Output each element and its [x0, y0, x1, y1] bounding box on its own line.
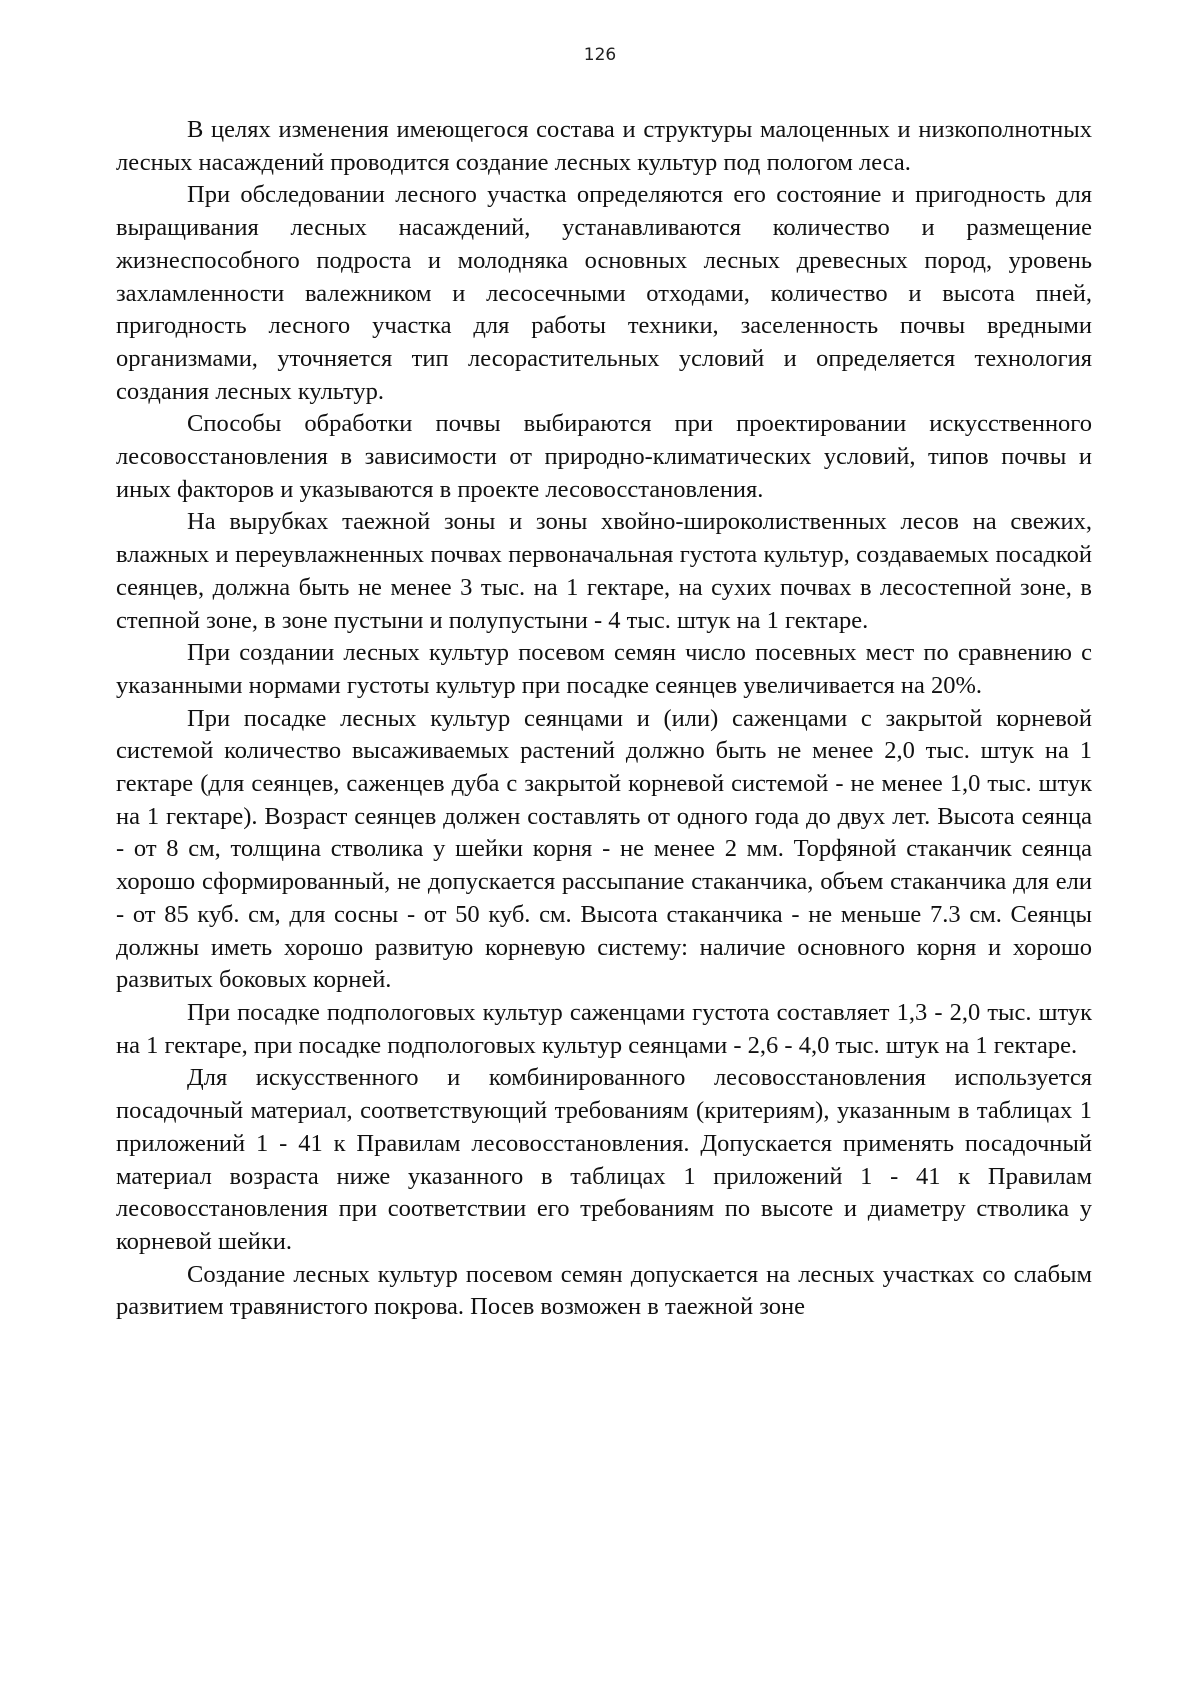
paragraph: Способы обработки почвы выбираются при проектировании искусственного лесовосстановления в зависимости от природно-климатических условий, типов почвы и иных факторов и указываются в проекте лесовосстановления. [116, 410, 1092, 503]
document-body [116, 114, 1092, 1324]
paragraph: При обследовании лесного участка определяются его состояние и пригодность для выращивания лесных насаждений, устанавливаются количество и размещение жизнеспособного подроста и молодняка основных лесных древесных пород, уровень захламленности валежником и лесосечными отходами, количество и высота пней, пригодность лесного участка для работы техники, заселенность почвы вредными организмами, уточняется тип лесорастительных условий и определяется технология создания лесных культур. [116, 181, 1092, 405]
page-number: 126 [583, 45, 617, 65]
paragraph: В целях изменения имеющегося состава и структуры малоценных и низкополнотных лесных насаждений проводится создание лесных культур под пологом леса. [116, 116, 1092, 176]
paragraph: Для искусственного и комбинированного лесовосстановления используется посадочный материал, соответствующий требованиям (критериям), указанным в таблицах 1 приложений 1 - 41 к Правилам лесовосстановления. Допускается применять посадочный материал возраста ниже указанного в таблицах 1 приложений 1 - 41 к Правилам лесовосстановления при соответствии его требованиям по высоте и диаметру стволика у корневой шейки. [116, 1064, 1092, 1255]
paragraph: На вырубках таежной зоны и зоны хвойно-широколиственных лесов на свежих, влажных и переувлажненных почвах первоначальная густота культур, создаваемых посадкой сеянцев, должна быть не менее 3 тыс. на 1 гектаре, на сухих почвах в лесостепной зоне, в степной зоне, в зоне пустыни и полупустыни - 4 тыс. штук на 1 гектаре. [116, 508, 1092, 634]
paragraph: При создании лесных культур посевом семян число посевных мест по сравнению с указанными нормами густоты культур при посадке сеянцев увеличивается на 20%. [116, 639, 1092, 699]
paragraph: При посадке лесных культур сеянцами и (или) саженцами с закрытой корневой системой количество высаживаемых растений должно быть не менее 2,0 тыс. штук на 1 гектаре (для сеянцев, саженцев дуба с закрытой корневой системой - не менее 1,0 тыс. штук на 1 гектаре). Возраст сеянцев должен составлять от одного года до двух лет. Высота сеянца - от 8 см, толщина стволика у шейки корня - не менее 2 мм. Торфяной стаканчик сеянца хорошо сформированный, не допускается рассыпание стаканчика, объем стаканчика для ели - от 85 куб. см, для сосны - от 50 куб. см. Высота стаканчика - не меньше 7.3 см. Сеянцы должны иметь хорошо развитую корневую систему: наличие основного корня и хорошо развитых боковых корней. [116, 704, 1092, 994]
paragraph: Создание лесных культур посевом семян допускается на лесных участках со слабым развитием травянистого покрова. Посев возможен в таежной зоне [116, 1260, 1092, 1321]
paragraph: При посадке подпологовых культур саженцами густота составляет 1,3 - 2,0 тыс. штук на 1 гектаре, при посадке подпологовых культур сеянцами - 2,6 - 4,0 тыс. штук на 1 гектаре. [116, 998, 1092, 1059]
